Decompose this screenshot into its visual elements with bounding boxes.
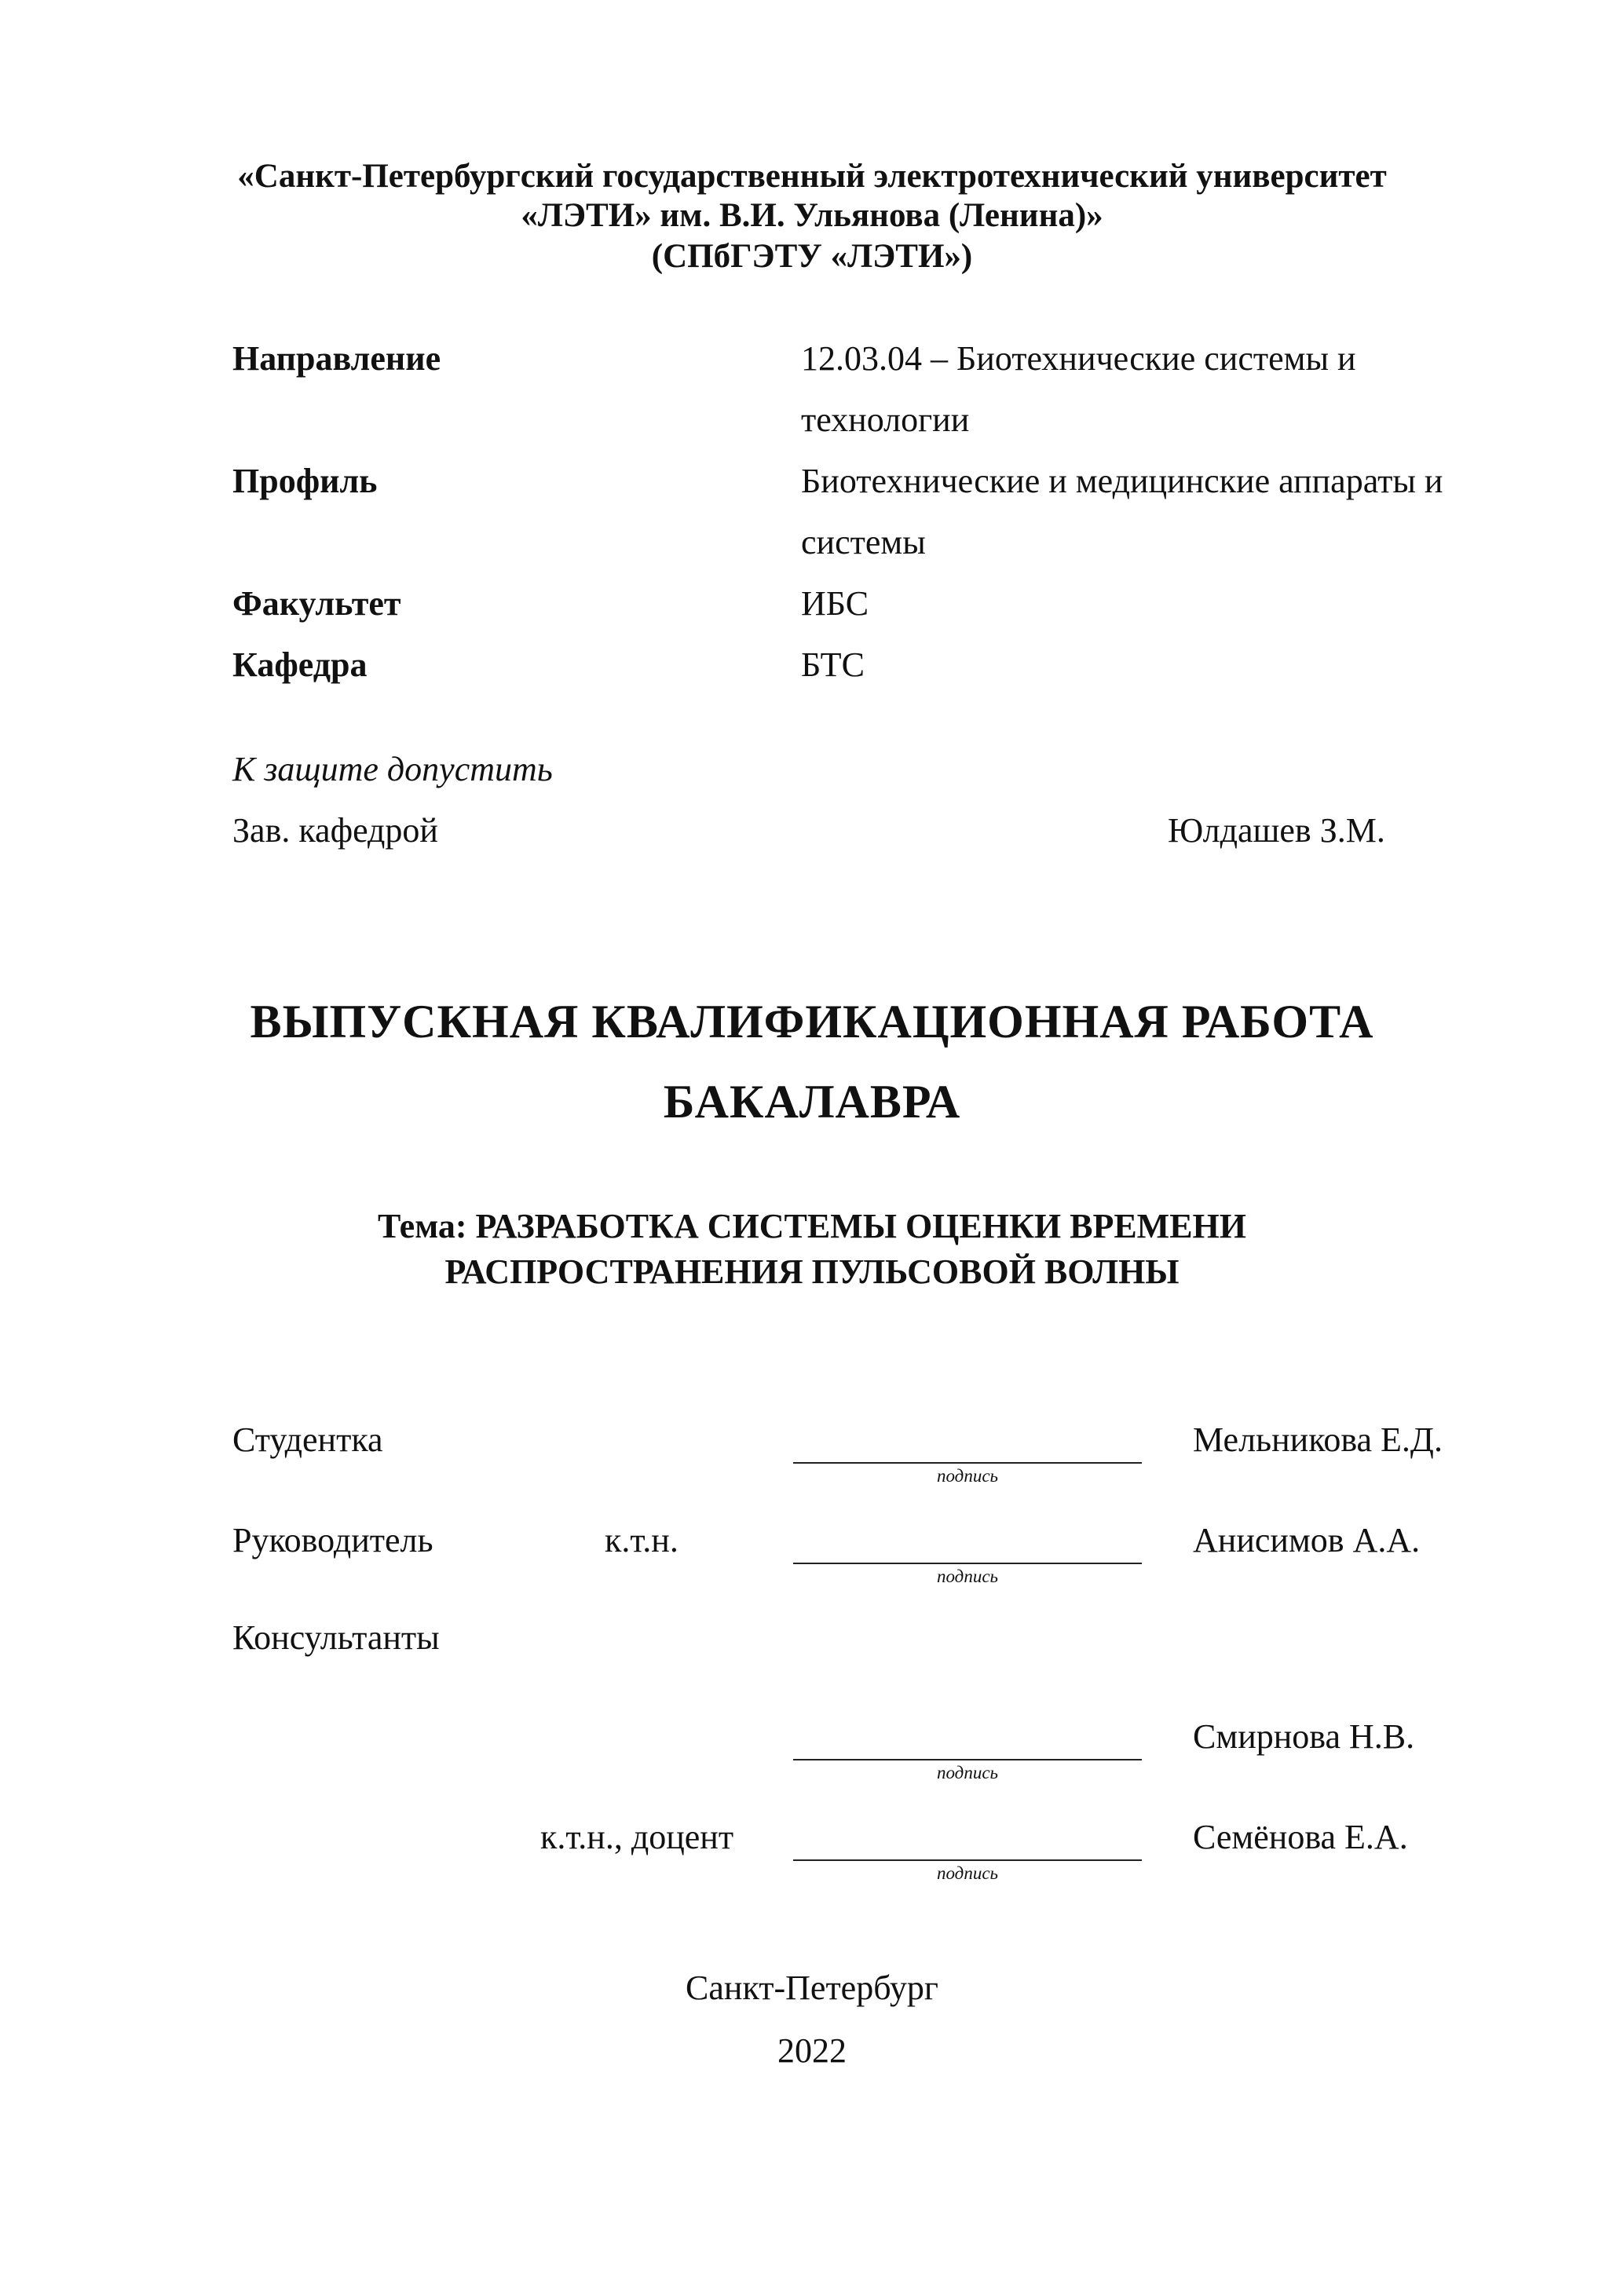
thesis-title-line2: БАКАЛАВРА: [663, 1076, 961, 1128]
consultant2-degree: к.т.н., доцент: [540, 1818, 734, 1856]
year: 2022: [777, 2031, 847, 2070]
university-abbreviation: (СПбГЭТУ «ЛЭТИ»): [651, 238, 973, 275]
department-label: Кафедра: [232, 645, 368, 684]
topic-line1: Тема: РАЗРАБОТКА СИСТЕМЫ ОЦЕНКИ ВРЕМЕНИ: [378, 1207, 1246, 1245]
consultant2-signature-caption: подпись: [936, 1863, 998, 1883]
direction-label: Направление: [232, 339, 441, 378]
consultant1-signature-caption: подпись: [936, 1763, 998, 1782]
profile-value: Биотехнические и медицинские аппараты и системы: [801, 462, 1443, 561]
head-of-department-name: Юлдашев З.М.: [1168, 811, 1385, 850]
department-value: БТС: [801, 645, 865, 684]
thesis-title-line1: ВЫПУСКНАЯ КВАЛИФИКАЦИОННАЯ РАБОТА: [250, 996, 1374, 1047]
supervisor-signature-caption: подпись: [936, 1567, 998, 1586]
head-of-department-label: Зав. кафедрой: [232, 811, 438, 850]
profile-label: Профиль: [232, 462, 378, 500]
topic-line2: РАСПРОСТРАНЕНИЯ ПУЛЬСОВОЙ ВОЛНЫ: [444, 1252, 1180, 1291]
student-signature-caption: подпись: [936, 1466, 998, 1486]
university-name-line2: «ЛЭТИ» им. В.И. Ульянова (Ленина)»: [521, 197, 1103, 234]
supervisor-degree: к.т.н.: [605, 1521, 678, 1559]
city: Санкт-Петербург: [686, 1969, 938, 2007]
student-name: Мельникова Е.Д.: [1193, 1420, 1443, 1459]
supervisor-name: Анисимов А.А.: [1193, 1521, 1421, 1559]
admit-to-defense: К защите допустить: [232, 750, 553, 788]
consultants-label: Консультанты: [232, 1618, 440, 1657]
supervisor-label: Руководитель: [232, 1521, 433, 1559]
university-name-line1: «Санкт-Петербургский государственный электротехнический университет: [237, 158, 1387, 195]
direction-value: 12.03.04 – Биотехнические системы и технологии: [801, 339, 1356, 439]
consultant1-name: Смирнова Н.В.: [1193, 1717, 1415, 1756]
consultant2-signature-line: [793, 1859, 1142, 1861]
student-signature-line: [793, 1462, 1142, 1464]
consultant2-name: Семёнова Е.А.: [1193, 1818, 1408, 1856]
consultant1-signature-line: [793, 1759, 1142, 1760]
faculty-label: Факультет: [232, 584, 401, 623]
faculty-value: ИБС: [801, 584, 869, 623]
supervisor-signature-line: [793, 1563, 1142, 1564]
student-label: Студентка: [232, 1420, 383, 1459]
